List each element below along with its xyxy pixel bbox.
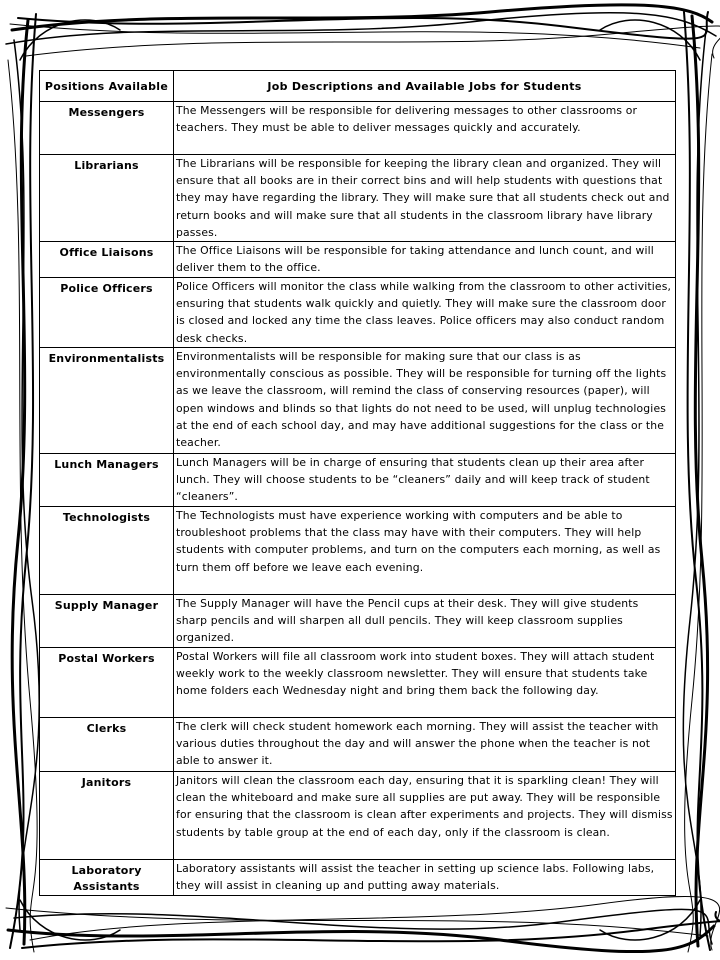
table-row [40,718,676,772]
position-name: Police Officers [40,278,174,348]
position-name: Messengers [40,102,174,155]
job-description: Postal Workers will file all classroom work into student boxes. They will attach student weekly work to the weekly classroom newsletter. They will ensure that students take home folders each Wednesday night and bring them back the following day. [174,648,676,718]
position-name: Supply Manager [40,595,174,648]
job-description: Janitors will clean the classroom each day, ensuring that it is sparkling clean! They will clean the whiteboard and make sure all supplies are put away. They will be responsible for ensuring that the classroom is clean after experiments and projects. They will dismiss students by table group at the end of each day, only if the classroom is clean. [174,772,676,860]
position-name: Laboratory Assistants [40,860,174,896]
job-description: Lunch Managers will be in charge of ensuring that students clean up their area after lunch. They will choose students to be “cleaners” daily and will keep track of student “cleaners”. [174,454,676,507]
job-description: The Messengers will be responsible for delivering messages to other classrooms or teachers. They must be able to deliver messages quickly and accurately. [174,102,676,155]
table-header-row [40,71,676,102]
job-description: The Librarians will be responsible for keeping the library clean and organized. They will ensure that all books are in their correct bins and will help students with questions that they may have regarding the library. They will make sure that all students check out and return books and will make sure that all students in the classroom library have library passes. [174,155,676,242]
position-name: Postal Workers [40,648,174,718]
job-description: Police Officers will monitor the class while walking from the classroom to other activities, ensuring that students walk quickly and quietly. They will make sure the classroom door is closed and locked any time the class leaves. Police officers may also conduct random desk checks. [174,278,676,348]
column-header-positions: Positions Available [40,71,174,102]
job-description: Environmentalists will be responsible for making sure that our class is as environmentally conscious as possible. They will be responsible for turning off the lights as we leave the classroom, will remind the class of conserving resources (paper), will open windows and blinds so that lights do not need to be used, will unplug technologies at the end of each school day, and may have additional suggestions for the class or the teacher. [174,348,676,454]
table-row [40,507,676,595]
table-row [40,648,676,718]
table-row [40,860,676,896]
position-name: Clerks [40,718,174,772]
jobs-table [39,70,676,896]
table-row [40,278,676,348]
position-name: Environmentalists [40,348,174,454]
position-name: Lunch Managers [40,454,174,507]
jobs-document [39,70,675,896]
table-row [40,348,676,454]
job-description: The Supply Manager will have the Pencil cups at their desk. They will give students sharp pencils and will sharpen all dull pencils. They will keep classroom supplies organized. [174,595,676,648]
table-row [40,242,676,278]
position-name: Librarians [40,155,174,242]
job-description: Laboratory assistants will assist the teacher in setting up science labs. Following labs, they will assist in cleaning up and putting away materials. [174,860,676,896]
table-row [40,772,676,860]
position-name: Technologists [40,507,174,595]
table-row [40,102,676,155]
table-row [40,595,676,648]
job-description: The Office Liaisons will be responsible for taking attendance and lunch count, and will deliver them to the office. [174,242,676,278]
table-row [40,155,676,242]
position-name: Office Liaisons [40,242,174,278]
position-name: Janitors [40,772,174,860]
column-header-descriptions: Job Descriptions and Available Jobs for Students [174,71,676,102]
job-description: The Technologists must have experience working with computers and be able to troubleshoot problems that the class may have with their computers. They will help students with computer problems, and turn on the computers each morning, as well as turn them off before we leave each evening. [174,507,676,595]
job-description: The clerk will check student homework each morning. They will assist the teacher with various duties throughout the day and will answer the phone when the teacher is not able to answer it. [174,718,676,772]
table-row [40,454,676,507]
